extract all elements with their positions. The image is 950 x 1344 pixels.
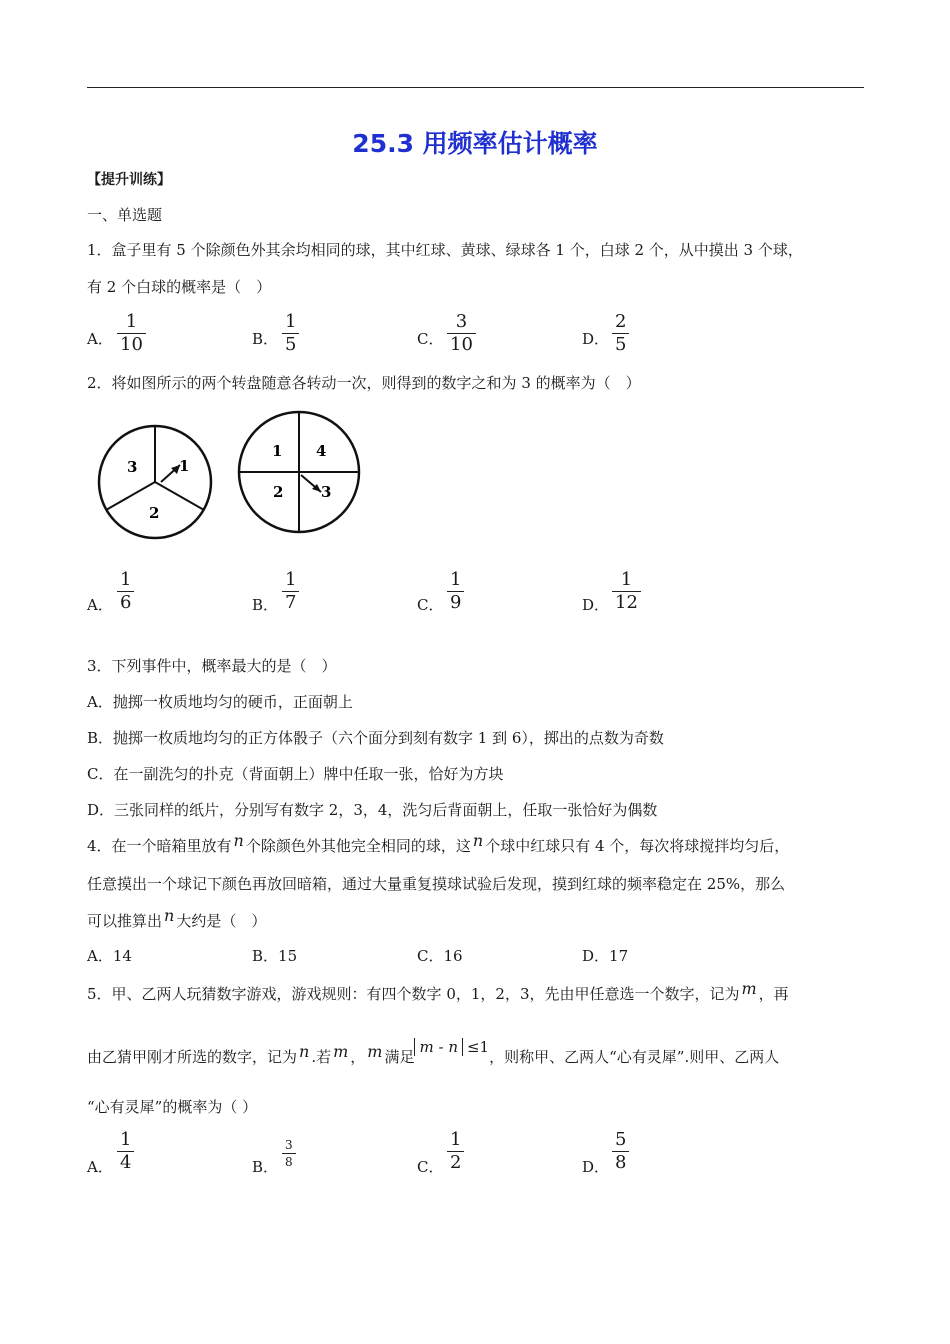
spinner1-label-3: 3 <box>127 458 138 476</box>
fraction: 1 6 <box>117 570 134 613</box>
page-title: 25.3 用频率估计概率 <box>352 129 598 158</box>
q5-stem-line1: 5．甲、乙两人玩猜数字游戏，游戏规则：有四个数字 0，1，2，3，先由甲任意选一个数字，记为 m ，再 <box>87 979 789 1003</box>
option-label: D． <box>582 330 610 348</box>
option-label: B． <box>252 1158 279 1176</box>
option-label: A． <box>87 330 113 348</box>
q4-option-c[interactable]: C．16 <box>417 947 463 965</box>
q3-stem: 3．下列事件中，概率最大的是（ ） <box>87 657 337 675</box>
fraction: 5 8 <box>612 1130 629 1173</box>
q4-option-a[interactable]: A．14 <box>87 947 132 965</box>
fraction: 3 10 <box>447 312 476 355</box>
option-label: A． <box>87 596 113 614</box>
option-label: C． <box>417 1158 444 1176</box>
variable-n: n <box>164 906 175 925</box>
q2-stem: 2．将如图所示的两个转盘随意各转动一次，则得到的数字之和为 3 的概率为（ ） <box>87 374 641 392</box>
fraction: 1 10 <box>117 312 146 355</box>
q4-option-b[interactable]: B．15 <box>252 947 298 965</box>
q4-option-d[interactable]: D．17 <box>582 947 629 965</box>
fraction: 1 4 <box>117 1130 134 1173</box>
fraction: 1 7 <box>282 570 299 613</box>
q1-stem-line2: 有 2 个白球的概率是（ ） <box>87 278 272 296</box>
inequality: ≤1 <box>466 1038 490 1056</box>
spinner2-label-3: 3 <box>321 483 332 501</box>
spinners-figure <box>95 405 375 540</box>
q4-stem-line2: 任意摸出一个球记下颜色再放回暗箱，通过大量重复摸球试验后发现，摸到红球的频率稳定在 25%，那么 <box>87 875 786 893</box>
variable-n: n <box>472 831 484 850</box>
q4-stem-line1: 4．在一个暗箱里放有 n 个除颜色外其他完全相同的球，这 n 个球中红球只有 4 个，每次将球搅拌均匀后， <box>87 831 790 855</box>
q5-stem-line2: 由乙猜甲刚才所选的数字，记为 n .若 m ， m 满足m - n ≤1，则称甲、乙两人“心有灵犀”.则甲、乙两人 <box>87 1038 780 1066</box>
variable-n: n <box>299 1042 310 1061</box>
fraction: 1 9 <box>447 570 464 613</box>
option-label: D． <box>582 1158 610 1176</box>
variable-m: m <box>333 1042 349 1061</box>
q5-stem-line3: “心有灵犀”的概率为（ ） <box>87 1098 258 1116</box>
option-label: C． <box>417 596 444 614</box>
fraction: 2 5 <box>612 312 629 355</box>
variable-m: m <box>741 979 757 998</box>
q3-option-d[interactable]: D．三张同样的纸片，分别写有数字 2，3，4，洗匀后背面朝上，任取一张恰好为偶数 <box>87 801 658 819</box>
section-tag: 【提升训练】 <box>87 172 171 188</box>
fraction: 3 8 <box>282 1138 296 1169</box>
fraction: 1 5 <box>282 312 299 355</box>
abs-expression: m - n <box>414 1038 463 1056</box>
q1-stem-line1: 1．盒子里有 5 个除颜色外其余均相同的球，其中红球、黄球、绿球各 1 个，白球 2 个，从中摸出 3 个球， <box>87 241 803 259</box>
spinner1-label-2: 2 <box>149 504 160 522</box>
q1-options <box>87 312 787 362</box>
spinner-three-sections <box>99 426 211 538</box>
option-label: D． <box>582 596 610 614</box>
q5-options <box>87 1130 787 1180</box>
spinner2-label-4: 4 <box>316 442 327 460</box>
spinner2-label-1: 1 <box>272 442 283 460</box>
q3-option-c[interactable]: C．在一副洗匀的扑克（背面朝上）牌中任取一张，恰好为方块 <box>87 765 504 783</box>
q4-stem-line3: 可以推算出 n 大约是（ ） <box>87 906 267 930</box>
spinner-four-sections <box>239 412 359 532</box>
option-label: A． <box>87 1158 113 1176</box>
option-label: B． <box>252 596 279 614</box>
spinner1-label-1: 1 <box>179 457 190 475</box>
q4-options <box>87 946 787 968</box>
option-label: C． <box>417 330 444 348</box>
variable-m: m <box>367 1042 383 1061</box>
fraction: 1 12 <box>612 570 641 613</box>
fraction: 1 2 <box>447 1130 464 1173</box>
q3-option-a[interactable]: A．抛掷一枚质地均匀的硬币，正面朝上 <box>87 693 353 711</box>
variable-n: n <box>233 831 244 850</box>
section-heading: 一、单选题 <box>87 206 163 224</box>
q3-option-b[interactable]: B．抛掷一枚质地均匀的正方体骰子（六个面分到刻有数字 1 到 6），掷出的点数为奇数 <box>87 729 664 747</box>
spinner2-label-2: 2 <box>273 483 284 501</box>
option-label: B． <box>252 330 279 348</box>
header-rule <box>87 87 864 88</box>
q2-options <box>87 570 787 620</box>
